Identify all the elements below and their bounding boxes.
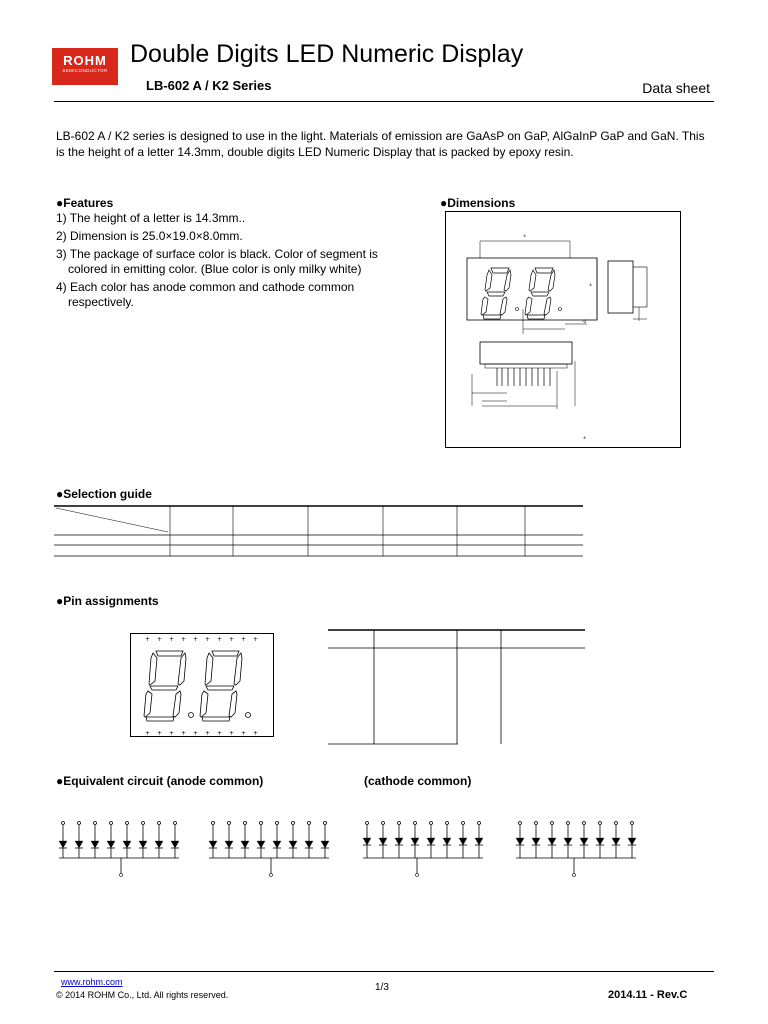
dimensions-drawing — [445, 211, 681, 448]
svg-text:±: ± — [523, 233, 527, 238]
svg-text:+: + — [169, 730, 175, 737]
svg-text:±: ± — [583, 435, 587, 440]
feature-item: 2) Dimension is 25.0×19.0×8.0mm. — [56, 229, 243, 243]
circuit-anode-digit1 — [55, 818, 183, 878]
feature-item: 4) Each color has anode common and cathode common — [56, 280, 355, 294]
svg-text:+: + — [229, 636, 235, 643]
feature-item: colored in emitting color. (Blue color is only milky white) — [68, 262, 362, 276]
selection-guide-heading: ●Selection guide — [56, 487, 152, 501]
feature-item: respectively. — [68, 295, 134, 309]
svg-text:+: + — [205, 730, 211, 737]
pin-assignments-heading: ●Pin assignments — [56, 594, 159, 608]
page-title: Double Digits LED Numeric Display — [130, 40, 524, 68]
svg-text:-0: -0 — [582, 319, 586, 324]
logo-subtext: SEMICONDUCTOR — [62, 68, 108, 73]
logo-text: ROHM — [63, 53, 107, 68]
svg-text:+: + — [253, 730, 259, 737]
svg-text:+: + — [229, 730, 235, 737]
intro-paragraph: LB-602 A / K2 series is designed to use in the light. Materials of emission are GaAsP on GaP, AlGaInP GaP and GaN. This is the height of a letter 14.3mm, double digits LED Numeric Display that is packed by epoxy resin. — [56, 129, 705, 159]
features-heading: ●Features — [56, 196, 114, 210]
doc-type-label: Data sheet — [642, 80, 710, 96]
revision-label: 2014.11 - Rev.C — [608, 989, 688, 1001]
feature-item: 3) The package of surface color is black. Color of segment is — [56, 247, 378, 261]
copyright-notice: © 2014 ROHM Co., Ltd. All rights reserved. — [56, 990, 229, 1000]
circuit-heading-cathode: (cathode common) — [364, 774, 472, 788]
svg-text:+: + — [169, 636, 175, 643]
circuit-anode-digit2 — [205, 818, 333, 878]
svg-text:+: + — [253, 636, 259, 643]
svg-text:+: + — [145, 730, 151, 737]
svg-text:+: + — [181, 730, 187, 737]
svg-text:+: + — [241, 730, 247, 737]
rohm-website-link[interactable]: www.rohm.com — [61, 977, 123, 987]
pin-diagram — [130, 633, 275, 738]
header-rule — [54, 101, 714, 102]
svg-text:+: + — [157, 636, 163, 643]
svg-text:+: + — [217, 636, 223, 643]
rohm-logo — [52, 48, 118, 85]
dimensions-heading: ●Dimensions — [440, 196, 516, 210]
svg-text:+: + — [205, 636, 211, 643]
page-number: 1/3 — [375, 982, 389, 993]
selection-guide-table — [54, 503, 584, 559]
svg-text:±: ± — [589, 282, 593, 287]
footer-rule — [54, 971, 714, 972]
svg-text:+: + — [157, 730, 163, 737]
svg-text:+: + — [181, 636, 187, 643]
series-subtitle: LB-602 A / K2 Series — [146, 78, 272, 93]
svg-text:+: + — [241, 636, 247, 643]
svg-text:+: + — [193, 636, 199, 643]
circuit-cathode-digit2 — [512, 818, 640, 878]
svg-text:+: + — [217, 730, 223, 737]
circuit-heading-anode: ●Equivalent circuit (anode common) — [56, 774, 264, 788]
svg-text:+: + — [193, 730, 199, 737]
pin-table — [328, 627, 586, 747]
features-list — [56, 211, 426, 313]
feature-item: 1) The height of a letter is 14.3mm.. — [56, 211, 246, 225]
circuit-cathode-digit1 — [359, 818, 487, 878]
svg-text:+: + — [145, 636, 151, 643]
